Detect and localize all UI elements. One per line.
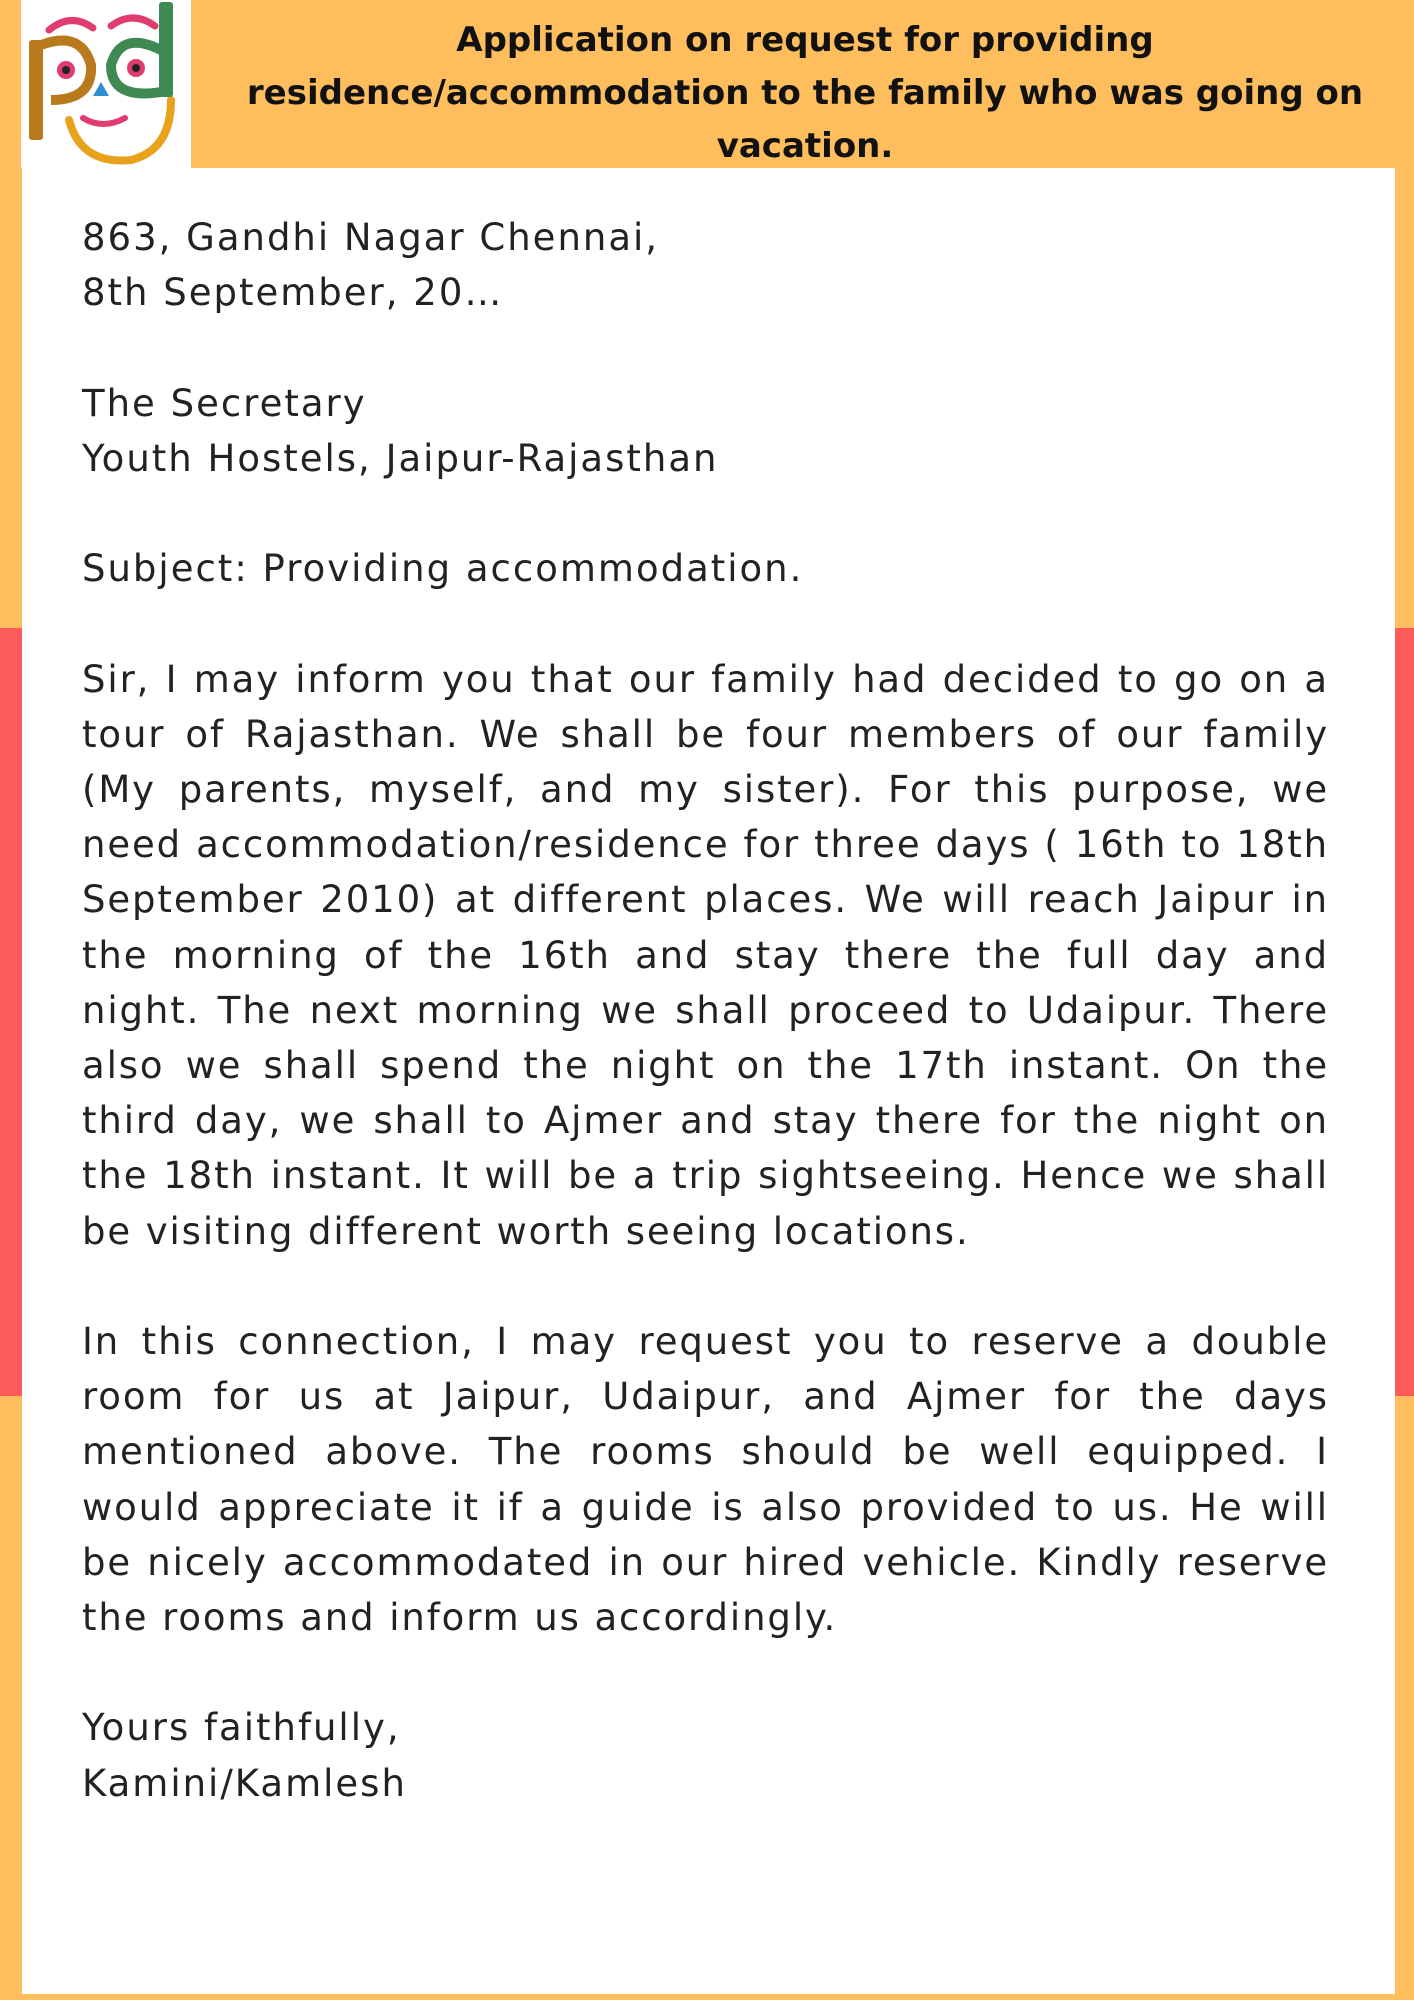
letter-date: 8th September, 20… xyxy=(82,271,504,315)
letter-closing: Yours faithfully, xyxy=(82,1706,401,1750)
recipient-organization: Youth Hostels, Jaipur-Rajasthan xyxy=(82,436,719,480)
body-paragraph-1: Sir, I may inform you that our family had decided to go on a tour of Rajasthan. We shall be four members of our family (My parents, myself, and my sister). For this purpose, we need accommodation/residence for three days ( 16th to 18th September 2010) at different places. We will reach Jaipur in the morning of the 16th and stay there the full day and night. The next morning we shall proceed to Udaipur. There also we shall spend the night on the 17th instant. On the third day, we shall to Ajmer and stay there for the night on the 18th instant. It will be a trip sightseeing. Hence we shall be visiting different worth seeing locations. xyxy=(82,657,1329,1253)
letter-signature: Kamini/Kamlesh xyxy=(82,1761,407,1805)
sender-address: 863, Gandhi Nagar Chennai, xyxy=(82,216,660,259)
letter-subject: Subject: Providing accommodation. xyxy=(82,547,804,591)
logo-icon xyxy=(21,0,191,168)
logo xyxy=(21,0,191,168)
letter-card xyxy=(22,168,1395,1994)
page-title: Application on request for providing residence/accommodation to the family who was going on vacation. xyxy=(246,20,1364,166)
body-paragraph-2: In this connection, I may request you to reserve a double room for us at Jaipur, Udaipur, and Ajmer for the days mentioned above. The rooms should be well equipped. I would appreciate it if a guide is also provided to us. He will be nicely accommodated in our hired vehicle. Kindly reserve the rooms and inform us accordingly. xyxy=(82,1320,1329,1640)
recipient-title: The Secretary xyxy=(82,381,367,425)
letter-body xyxy=(82,210,1329,1811)
